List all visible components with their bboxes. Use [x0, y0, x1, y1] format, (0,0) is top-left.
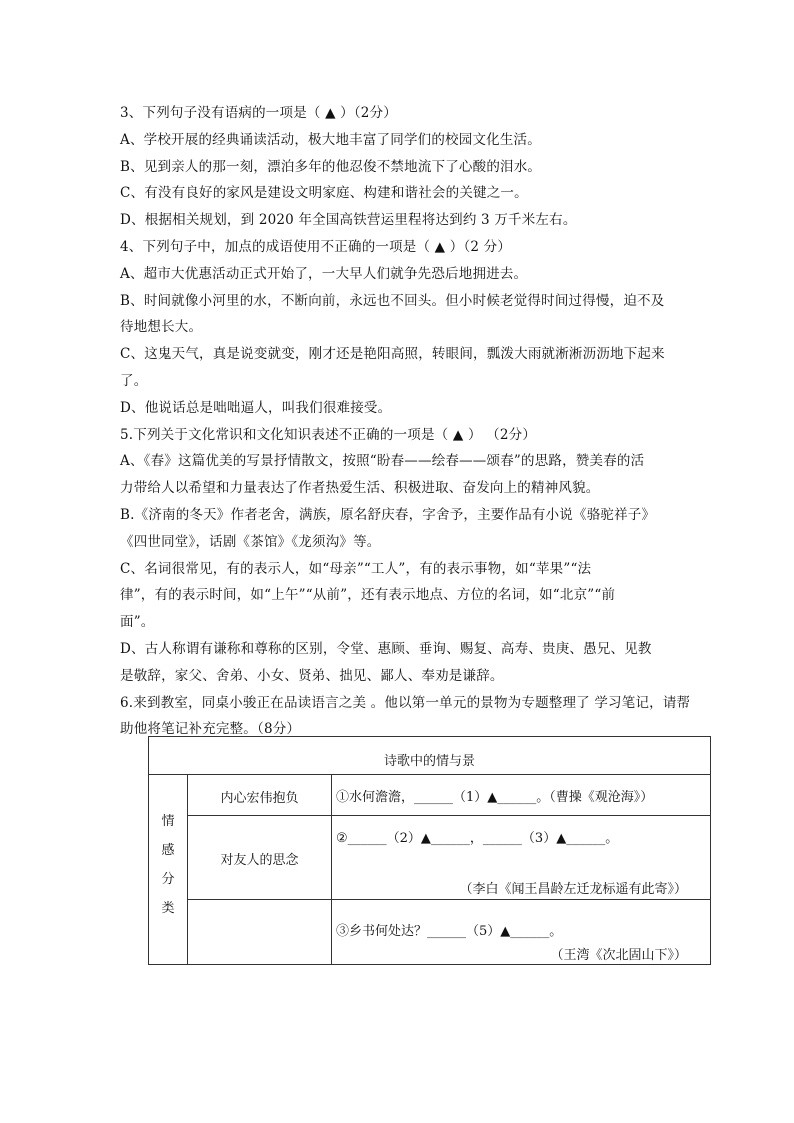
q-line: B、时间就像小河里的水，不断向前，永远也不回头。但小时候老觉得时间过得慢，迫不及	[120, 292, 665, 309]
q-line: D、根据相关规划，到 2020 年全国高铁营运里程将达到约 3 万千米左右。	[120, 212, 577, 229]
q-line: 助他将笔记补充完整。（8分）	[120, 721, 301, 738]
q-line: C、有没有良好的家风是建设文明家庭、构建和谐社会的关键之一。	[120, 185, 528, 202]
q-line: 3、下列句子没有语病的一项是（ ▲ ）（2分）	[120, 105, 397, 121]
q-line: A、《春》这篇优美的写景抒情散文，按照“盼春——绘春——颂春”的思路，赞美春的活	[120, 453, 645, 470]
row-content-cell	[331, 899, 711, 965]
row-source: （李白《闻王昌龄左迁龙标遥有此寄》）	[459, 882, 687, 897]
q-line: 律”，有的表示时间，如“上午”“从前”，还有表示地点、方位的名词，如“北京”“前	[120, 587, 616, 604]
q-line: 5.下列关于文化常识和文化知识表述不正确的一项是（ ▲ ） （2分）	[120, 426, 537, 443]
row-label: 对友人的思念	[220, 853, 299, 868]
row-source: （王湾《次北固山下》）	[550, 948, 687, 963]
q-line: A、超市大优惠活动正式开始了，一大早人们就争先恐后地拥进去。	[120, 265, 528, 282]
category-cell	[149, 774, 187, 965]
row-label: 内心宏伟抱负	[220, 791, 299, 806]
row-label-cell	[187, 774, 331, 815]
q-line: 待地想长大。	[120, 319, 203, 336]
q-line: 力带给人以希望和力量表达了作者热爱生活、积极进取、奋发向上的精神风貌。	[120, 480, 600, 497]
notes-table	[148, 736, 711, 965]
q-line: 了。	[120, 372, 148, 389]
q-line: A、学校开展的经典诵读活动，极大地丰富了同学们的校园文化生活。	[120, 131, 541, 148]
row-content[interactable]: ③乡书何处达？______（5）▲______。	[336, 924, 563, 939]
row-content-cell	[331, 815, 711, 899]
q-line: D、他说话总是咄咄逼人，叫我们很难接受。	[120, 399, 392, 416]
q-line: D、古人称谓有谦称和尊称的区别，令堂、惠顾、垂询、赐复、高寿、贵庚、愚兄、见教	[120, 640, 652, 657]
q-line: 6.来到教室，同桌小骏正在品读语言之美 。他以第一单元的景物为专题整理了 学习笔记，请帮	[120, 694, 691, 711]
q-line: B.《济南的冬天》作者老舍，满族，原名舒庆春，字舍予，主要作品有小说《骆驼祥子》	[120, 506, 656, 523]
q-line: C、这鬼天气，真是说变就变，刚才还是艳阳高照，转眼间，瓢泼大雨就淅淅沥沥地下起来	[120, 346, 665, 363]
category-char: 类	[161, 901, 175, 916]
category-char: 情	[161, 814, 175, 829]
question-text	[120, 100, 691, 743]
table-title: 诗歌中的情与景	[383, 754, 475, 769]
q-line: 面”。	[120, 614, 155, 631]
q-line: 是敬辞，家父、舍弟、小女、贤弟、拙见、鄙人、奉劝是谦辞。	[120, 667, 504, 684]
row-content[interactable]: ①水何澹澹，______（1）▲______。（曹操《观沧海》）	[336, 790, 654, 805]
q-line: C、名词很常见，有的表示人，如“母亲”“工人”，有的表示事物，如“苹果”“法	[120, 560, 592, 577]
q-line: B、见到亲人的那一刻，漂泊多年的他忍俊不禁地流下了心酸的泪水。	[120, 158, 542, 175]
category-char: 分	[161, 872, 175, 887]
category-label	[149, 807, 187, 923]
category-char: 感	[161, 843, 175, 858]
q-line: 《四世同堂》，话剧《茶馆》《龙须沟》等。	[120, 533, 381, 550]
q-line: 4、下列句子中，加点的成语使用不正确的一项是（ ▲ ）（2 分）	[120, 238, 512, 255]
row-content-cell	[331, 774, 711, 815]
row-content[interactable]: ②______（2）▲______，______（3）▲______。	[336, 831, 619, 846]
row-label-cell	[187, 815, 331, 899]
row-label-cell	[187, 899, 331, 965]
